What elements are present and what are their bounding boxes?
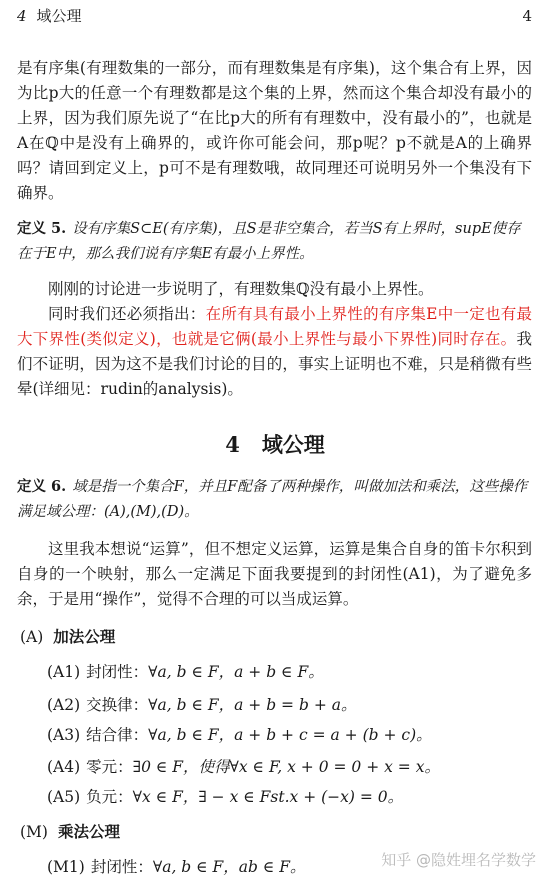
- paragraph-3-highlight: 在所有具有最小上界性的有序集E中一定也有最大下界性(类似定义)，也就是它俩(最小上界性与最小下界性)同时存在。: [17, 305, 532, 348]
- header-chapter-number: 4: [17, 7, 27, 25]
- axiom-formula: ∀a, b ∈ F，a + b = b + a。: [148, 696, 357, 714]
- paragraph-1: 是有序集(有理数集的一部分，而有理数集是有序集)，这个集合有上界，因为比p大的任意一个有理数都是这个集的上界，然而这个集合却没有最小的上界，因为我们原先说了“在比p大的所有有理数中，没有最小的”，也就是A在ℚ中是没有上确界的，或许你可能会问，那p呢？p不就是A的上确界吗？请回到定义上，p可不是有理数哦，故同理还可说明另外一个集没有下确界。: [17, 59, 532, 202]
- definition-6-text: 域是指一个集合F，并且F配备了两种操作，叫做加法和乘法，这些操作满足域公理：(A),(M),(D)。: [17, 479, 528, 520]
- axiom-m1: [47, 856, 306, 878]
- definition-5-text: 设有序集S⊂E(有序集)，且S是非空集合，若当S有上界时，supE使存在于E中，那么我们说有序集E有最小上界性。: [17, 221, 521, 262]
- paragraph-3: [17, 302, 532, 402]
- axiom-name: 零元：: [86, 758, 133, 776]
- axiom-label: (A5): [47, 788, 81, 806]
- axiom-a1: [47, 661, 324, 683]
- axiom-label: (M1): [47, 858, 85, 876]
- axiom-name: 负元：: [86, 788, 133, 806]
- axiom-name: 封闭性：: [86, 663, 149, 681]
- definition-5-label: 定义 5.: [17, 220, 67, 237]
- definition-5: [17, 216, 532, 267]
- axiom-label: (A3): [47, 726, 81, 744]
- axiom-formula: ∃0 ∈ F，使得∀x ∈ F, x + 0 = 0 + x = x。: [132, 758, 440, 776]
- axiom-label: (A4): [47, 758, 81, 776]
- paragraph-3-rest: 我们不证明，因为这不是我们讨论的目的，事实上证明也不难，只是稍微有些晕(详细见：rudin的analysis)。: [17, 330, 532, 398]
- axiom-formula: ∀a, b ∈ F，ab ∈ F。: [152, 858, 306, 876]
- header-chapter-title: 域公理: [36, 7, 82, 25]
- running-header: [17, 6, 532, 26]
- addition-axioms-heading: [20, 626, 115, 648]
- section-title-text: 域公理: [261, 432, 325, 457]
- multiplication-axioms-title: 乘法公理: [57, 822, 120, 841]
- section-number: 4: [225, 432, 240, 457]
- addition-axioms-title: 加法公理: [53, 627, 116, 646]
- paragraph-4: 这里我本想说“运算”，但不想定义运算，运算是集合自身的笛卡尔积到自身的一个映射，那么一定满足下面我要提到的封闭性(A1)，为了避免多余，于是用“操作”，觉得不合理的可以当成运算。: [17, 540, 532, 608]
- header-page-number: 4: [522, 7, 532, 25]
- multiplication-axioms-label: (M): [20, 823, 48, 841]
- axiom-name: 交换律：: [86, 696, 149, 714]
- axiom-label: (A2): [47, 696, 81, 714]
- multiplication-axioms-heading: [20, 821, 120, 843]
- axiom-label: (A1): [47, 663, 81, 681]
- axiom-a4: [47, 756, 440, 778]
- axiom-a3: [47, 724, 432, 746]
- section-heading: [0, 430, 550, 460]
- axiom-name: 封闭性：: [90, 858, 153, 876]
- axiom-formula: ∀a, b ∈ F，a + b + c = a + (b + c)。: [148, 726, 432, 744]
- axiom-formula: ∀x ∈ F，∃ − x ∈ Fst.x + (−x) = 0。: [132, 788, 404, 806]
- definition-6: [17, 474, 532, 525]
- zhihu-watermark: 知乎 @隐姓埋名学数学: [381, 851, 536, 869]
- paragraph-3-lead: 同时我们还必须指出：: [48, 305, 206, 323]
- axiom-a5: [47, 786, 403, 808]
- definition-6-label: 定义 6.: [17, 478, 67, 495]
- addition-axioms-label: (A): [20, 628, 44, 646]
- axiom-a2: [47, 694, 356, 716]
- axiom-name: 结合律：: [86, 726, 149, 744]
- axiom-formula: ∀a, b ∈ F，a + b ∈ F。: [148, 663, 324, 681]
- paragraph-2: 刚刚的讨论进一步说明了，有理数集ℚ没有最小上界性。: [48, 280, 434, 298]
